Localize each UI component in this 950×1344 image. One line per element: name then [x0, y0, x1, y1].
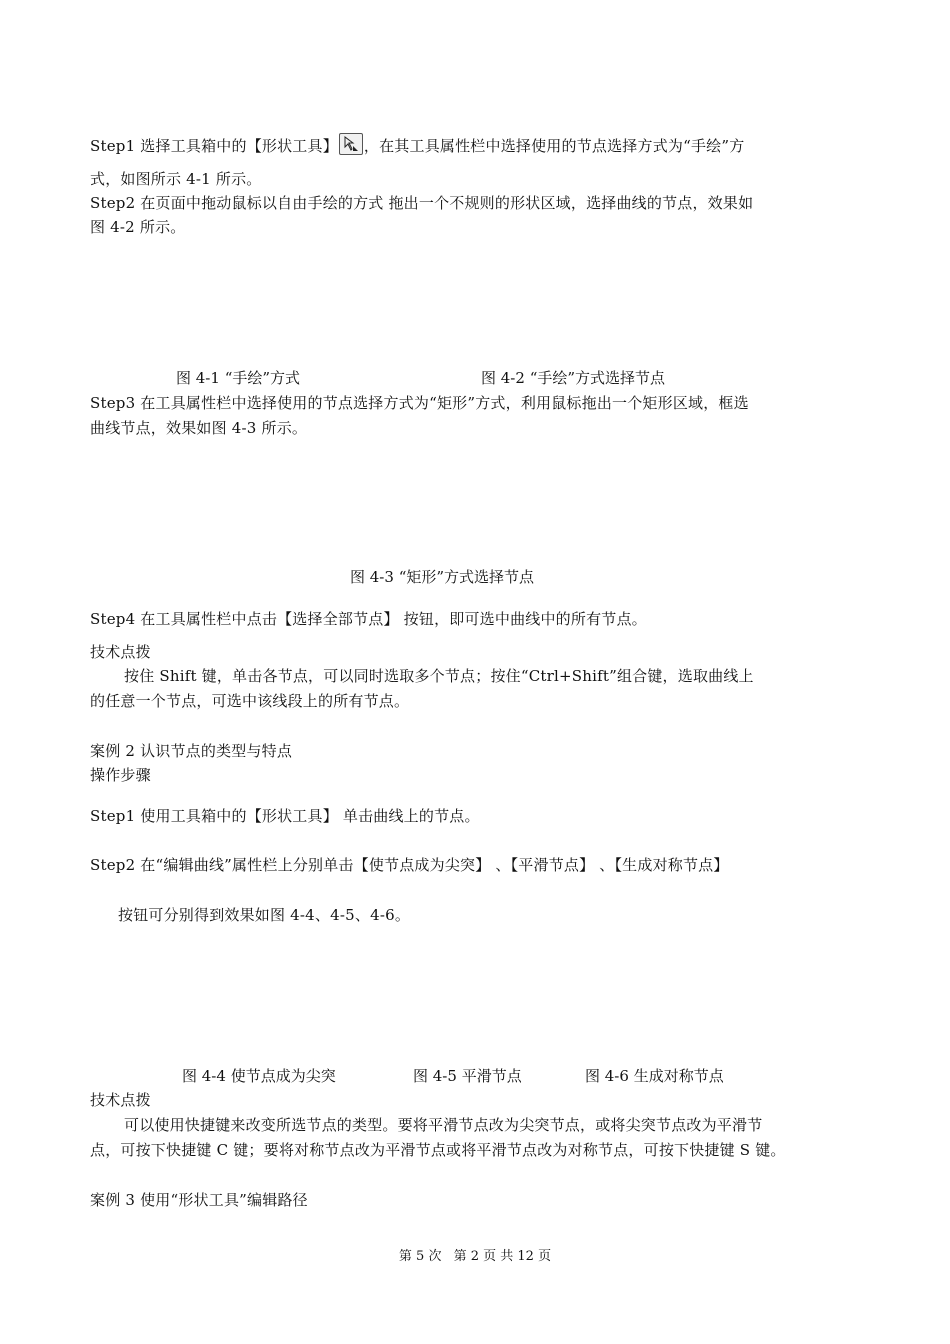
figure-4-2-caption: 图 4-2 “手绘”方式选择节点: [481, 369, 666, 387]
case2-step1: Step1 使用工具箱中的【形状工具】 单击曲线上的节点。: [90, 807, 480, 825]
case3-title: 案例 3 使用“形状工具”编辑路径: [90, 1191, 308, 1209]
figure-4-5-caption: 图 4-5 平滑节点: [413, 1067, 522, 1085]
tip2-body: 可以使用快捷键来改变所选节点的类型。要将平滑节点改为尖突节点，或将尖突节点改为平滑节: [124, 1116, 763, 1134]
figure-4-6-caption: 图 4-6 生成对称节点: [585, 1067, 724, 1085]
step1-line-cont: 式，如图所示 4-1 所示。: [90, 170, 262, 188]
figure-4-1-caption: 图 4-1 “手绘”方式: [176, 369, 301, 387]
tip1-body-cont: 的任意一个节点，可选中该线段上的所有节点。: [90, 692, 410, 710]
case2-step2-cont: 按钮可分别得到效果如图 4-4、4-5、4-6。: [118, 906, 411, 924]
case2-step2: Step2 在“编辑曲线”属性栏上分别单击【使节点成为尖突】 、【平滑节点】 、【生成对称节点】: [90, 856, 729, 874]
step4-line: Step4 在工具属性栏中点击【选择全部节点】 按钮，即可选中曲线中的所有节点。: [90, 610, 647, 628]
figure-4-4-caption: 图 4-4 使节点成为尖突: [182, 1067, 336, 1085]
step1-text-a: Step1 选择工具箱中的【形状工具】: [90, 137, 338, 155]
case2-title: 案例 2 认识节点的类型与特点: [90, 742, 293, 760]
tip1-body: 按住 Shift 键，单击各节点，可以同时选取多个节点；按住“Ctrl+Shift”组合键，选取曲线上: [124, 667, 754, 685]
step2-line: Step2 在页面中拖动鼠标以自由手绘的方式 拖出一个不规则的形状区域，选择曲线的节点，效果如: [90, 194, 754, 212]
step1-text-b: ，在其工具属性栏中选择使用的节点选择方式为“手绘”方: [363, 137, 745, 155]
figure-4-3-caption: 图 4-3 “矩形”方式选择节点: [350, 568, 535, 586]
tip2-body-cont: 点，可按下快捷键 C 键；要将对称节点改为平滑节点或将平滑节点改为对称节点，可按下快捷键 S 键。: [90, 1141, 786, 1159]
page-footer: [0, 1248, 950, 1266]
case2-steps-heading: 操作步骤: [90, 766, 151, 784]
footer-session: 第 5 次: [398, 1249, 442, 1264]
step2-line-cont: 图 4-2 所示。: [90, 218, 186, 236]
step3-line: Step3 在工具属性栏中选择使用的节点选择方式为“矩形”方式，利用鼠标拖出一个矩形区域，框选: [90, 394, 749, 412]
footer-page-number: 第 2 页 共 12 页: [453, 1249, 552, 1264]
tip2-heading: 技术点拨: [90, 1091, 151, 1109]
shape-tool-icon: [339, 133, 363, 155]
tip1-heading: 技术点拨: [90, 643, 151, 661]
step1-line: [90, 133, 835, 157]
step3-line-cont: 曲线节点，效果如图 4-3 所示。: [90, 419, 308, 437]
